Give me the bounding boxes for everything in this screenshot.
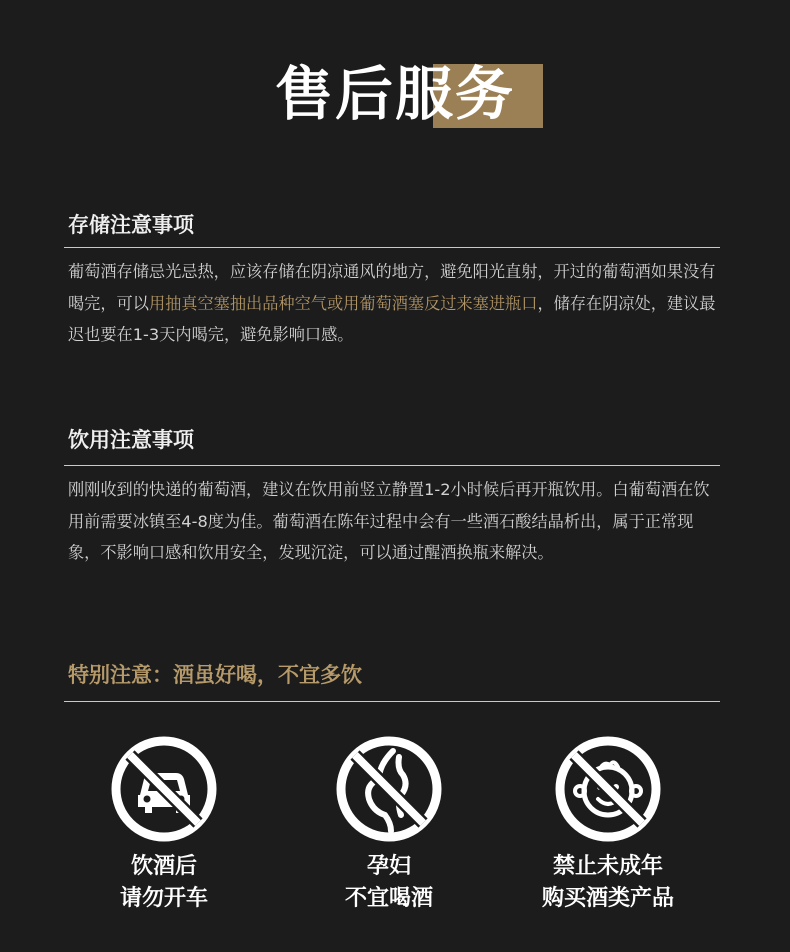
no-driving-caption-line1: 饮酒后 xyxy=(130,854,197,879)
special-divider xyxy=(64,701,720,702)
storage-highlight-text: 用抽真空塞抽出品种空气或用葡萄酒塞反过来塞进瓶口 xyxy=(148,293,538,313)
no-pregnant-icon xyxy=(335,735,443,843)
no-driving-icon xyxy=(110,735,218,843)
drinking-section-title: 饮用注意事项 xyxy=(68,428,194,452)
special-section-title: 特别注意：酒虽好喝，不宜多饮 xyxy=(68,663,362,687)
warning-no-pregnant xyxy=(289,735,489,915)
no-minors-caption-line1: 禁止未成年 xyxy=(552,854,663,879)
warning-no-driving xyxy=(64,735,264,915)
page-header xyxy=(0,58,790,130)
drinking-paragraph: 刚刚收到的快递的葡萄酒，建议在饮用前竖立静置1-2小时候后再开瓶饮用。白葡萄酒在饮用前需要冰镇至4-8度为佳。葡萄酒在陈年过程中会有一些酒石酸结晶析出，属于正常现象，不影响口感和饮用安全，发现沉淀，可以通过醒酒换瓶来解决。 xyxy=(68,480,710,562)
page-title: 售后服务 xyxy=(274,60,515,128)
warning-no-minors xyxy=(508,735,708,915)
storage-paragraph xyxy=(68,256,724,351)
no-minors-icon xyxy=(554,735,662,843)
storage-section-title: 存储注意事项 xyxy=(68,213,194,237)
no-minors-caption-line2: 购买酒类产品 xyxy=(541,886,674,911)
no-pregnant-caption-line1: 孕妇 xyxy=(366,854,411,879)
no-pregnant-caption-line2: 不宜喝酒 xyxy=(344,886,433,911)
storage-text-end: ，储存在阴凉处，建议最迟也要在1-3天内喝完，避免影响口感。 xyxy=(68,293,716,344)
storage-text: 葡萄酒存储忌光忌热，应该存储在阴凉通风的地方，避免阳光直射，开过的葡萄酒如果没有喝完，可以 xyxy=(68,262,716,313)
storage-divider xyxy=(64,247,720,248)
no-driving-caption-line2: 请勿开车 xyxy=(119,886,208,911)
drinking-divider xyxy=(64,465,720,466)
